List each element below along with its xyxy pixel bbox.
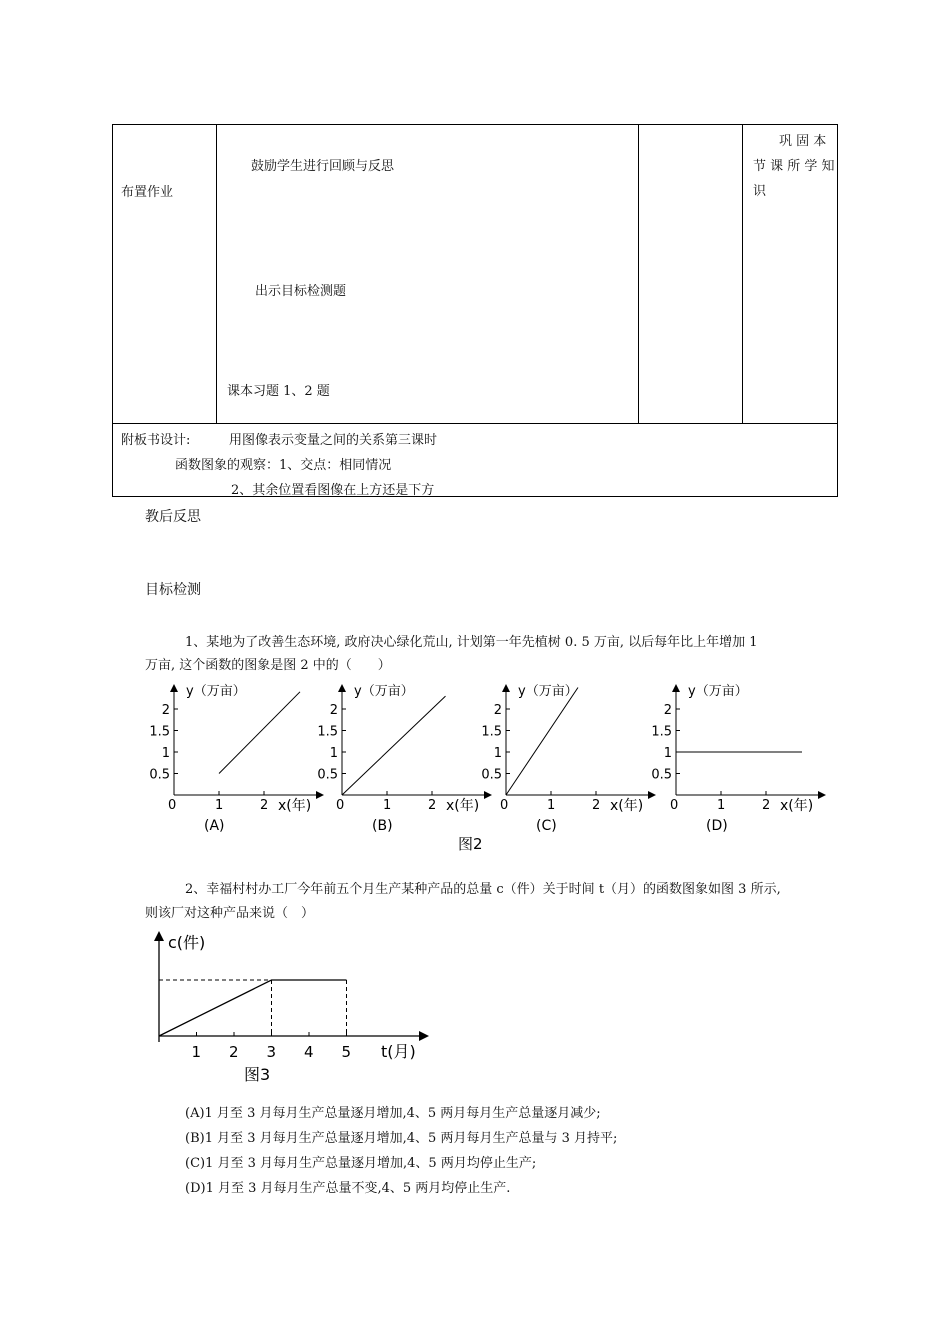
- y-tick-label: 1: [663, 746, 672, 761]
- y-tick-label: 2: [493, 703, 502, 718]
- y-tick-label: 2: [161, 703, 170, 718]
- y-tick-label: 1.5: [481, 724, 502, 740]
- x-axis-label: t(月): [381, 1042, 416, 1061]
- panel-1: [317, 684, 492, 834]
- x-tick-label: 1: [383, 798, 392, 813]
- panel-label: (B): [372, 818, 393, 834]
- y-tick-label: 2: [663, 703, 672, 718]
- data-line: [219, 692, 300, 774]
- figure-2-caption: 图2: [458, 835, 483, 853]
- q1-line-2: 万亩, 这个函数的图象是图 2 中的（ ）: [145, 658, 391, 673]
- figure-3: [140, 925, 440, 1090]
- panel-label: (A): [204, 818, 225, 834]
- x-axis-arrow: [818, 791, 826, 799]
- board-label: 附板书设计:: [121, 433, 191, 448]
- homework-activity-cell: [217, 125, 639, 424]
- panel-2: [481, 684, 656, 834]
- y-tick-label: 1.5: [149, 724, 170, 740]
- y-tick-label: 2: [329, 703, 338, 718]
- panel-3: [651, 684, 826, 834]
- y-axis-label: y（万亩）: [354, 684, 414, 699]
- x-axis-label: x(年): [278, 798, 312, 814]
- y-tick-label: 0.5: [481, 767, 502, 783]
- board-line-2: 函数图象的观察：1、交点：相同情况: [175, 458, 392, 473]
- y-axis-arrow: [170, 684, 178, 692]
- x-axis-arrow: [648, 791, 656, 799]
- x-tick-label: 1: [215, 798, 224, 813]
- figure-2-panels: [149, 684, 826, 834]
- y-axis-arrow: [338, 684, 346, 692]
- x-tick-label: 2: [762, 798, 771, 813]
- y-tick-label: 0.5: [149, 767, 170, 783]
- figure-2: [140, 678, 840, 858]
- homework-label: 布置作业: [121, 185, 174, 200]
- option-b: (B)1 月至 3 月每月生产总量逐月增加,4、5 两月每月生产总量与 3 月持平;: [185, 1131, 618, 1146]
- x-tick-label: 0: [670, 798, 679, 813]
- purpose-line-2: 节 课 所 学 知: [753, 159, 835, 174]
- panel-label: (D): [706, 818, 728, 834]
- board-row: [113, 424, 838, 497]
- x-tick-label: 2: [428, 798, 437, 813]
- data-line: [159, 980, 347, 1036]
- x-tick-label: 2: [592, 798, 601, 813]
- y-tick-label: 1.5: [651, 724, 672, 740]
- y-tick-label: 0.5: [651, 767, 672, 783]
- x-tick-label: 3: [266, 1043, 277, 1061]
- x-tick-label: 0: [336, 798, 345, 813]
- x-tick-label: 2: [229, 1043, 239, 1061]
- board-title: 用图像表示变量之间的关系第三课时: [229, 433, 438, 448]
- y-tick-label: 1: [161, 746, 170, 761]
- figure-3-caption: 图3: [244, 1065, 271, 1084]
- empty-cell: [639, 125, 743, 424]
- homework-label-cell: [113, 125, 217, 424]
- data-line: [342, 696, 446, 795]
- x-axis-label: x(年): [446, 798, 480, 814]
- purpose-line-3: 识: [753, 184, 767, 199]
- board-cell: [113, 424, 838, 497]
- y-axis-arrow: [154, 931, 164, 941]
- y-axis-label: c(件): [168, 933, 206, 952]
- activity-line-2: 出示目标检测题: [255, 284, 347, 299]
- q2-line-1: 2、幸福村村办工厂今年前五个月生产某种产品的总量 c（件）关于时间 t（月）的函数图象如图 3 所示,: [185, 882, 781, 897]
- x-tick-label: 0: [500, 798, 509, 813]
- x-tick-label: 5: [341, 1043, 352, 1061]
- activity-line-3: 课本习题 1、2 题: [227, 384, 330, 399]
- target-heading: 目标检测: [145, 582, 201, 598]
- y-axis-arrow: [502, 684, 510, 692]
- x-axis-label: x(年): [780, 798, 814, 814]
- board-line-3: 2、其余位置看图像在上方还是下方: [231, 483, 435, 498]
- reflection-heading: 教后反思: [145, 509, 201, 525]
- x-tick-label: 4: [304, 1043, 314, 1061]
- y-tick-label: 0.5: [317, 767, 338, 783]
- q2-line-2: 则该厂对这种产品来说（ ）: [145, 906, 315, 921]
- y-axis-arrow: [672, 684, 680, 692]
- data-line: [506, 688, 578, 796]
- y-tick-label: 1.5: [317, 724, 338, 740]
- x-tick-label: 1: [717, 798, 726, 813]
- y-axis-label: y（万亩）: [518, 684, 578, 699]
- panel-label: (C): [536, 818, 557, 834]
- purpose-line-1: 巩 固 本: [779, 134, 827, 149]
- y-axis-label: y（万亩）: [186, 684, 246, 699]
- q1-line-1: 1、某地为了改善生态环境, 政府决心绿化荒山, 计划第一年先植树 0. 5 万亩, 以后每年比上年增加 1: [185, 635, 758, 650]
- figure-3-chart: [154, 931, 429, 1061]
- x-axis-arrow: [316, 791, 324, 799]
- option-a: (A)1 月至 3 月每月生产总量逐月增加,4、5 两月每月生产总量逐月减少;: [185, 1106, 601, 1121]
- x-axis-label: x(年): [610, 798, 644, 814]
- x-tick-label: 0: [168, 798, 177, 813]
- x-tick-label: 1: [191, 1043, 202, 1061]
- purpose-cell: [743, 125, 838, 424]
- x-tick-label: 1: [547, 798, 556, 813]
- homework-row: [113, 125, 838, 424]
- activity-line-1: 鼓励学生进行回顾与反思: [251, 159, 395, 174]
- option-c: (C)1 月至 3 月每月生产总量逐月增加,4、5 两月均停止生产;: [185, 1156, 537, 1171]
- y-tick-label: 1: [493, 746, 502, 761]
- x-axis-arrow: [484, 791, 492, 799]
- y-tick-label: 1: [329, 746, 338, 761]
- lesson-table: [112, 124, 838, 497]
- x-tick-label: 2: [260, 798, 269, 813]
- panel-0: [149, 684, 324, 834]
- option-d: (D)1 月至 3 月每月生产总量不变,4、5 两月均停止生产.: [185, 1181, 511, 1196]
- y-axis-label: y（万亩）: [688, 684, 748, 699]
- x-axis-arrow: [419, 1031, 429, 1041]
